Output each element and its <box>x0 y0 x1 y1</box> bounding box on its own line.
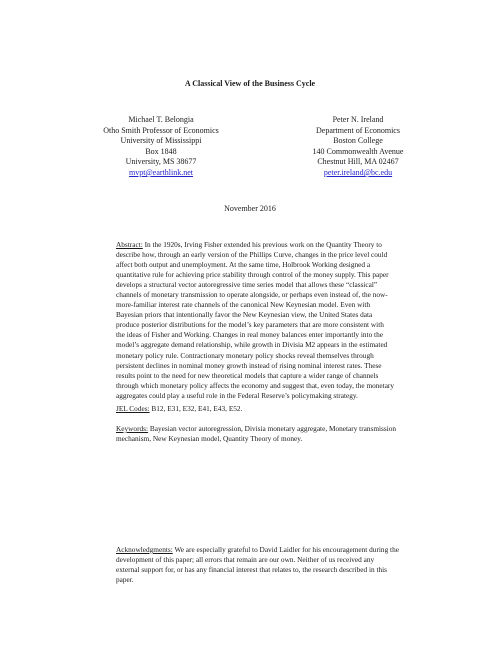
author-address-line-2: University, MS 38677 <box>125 157 197 167</box>
author-name: Peter N. Ireland <box>332 115 384 124</box>
jel-codes-label: JEL Codes: <box>116 404 150 413</box>
author-address-line-2: Chestnut Hill, MA 02467 <box>317 157 399 167</box>
abstract-line: persistent declines in nominal money growth instead of rising nominal interest rates. These <box>116 360 382 370</box>
paper-date: November 2016 <box>224 204 276 213</box>
abstract-line: quantitative rule for achieving price stability through control of the money supply. This paper <box>116 270 389 280</box>
abstract-line: model’s aggregate demand relationship, while growth in Divisia M2 appears in the estimated <box>116 340 388 350</box>
jel-codes-section <box>116 404 442 414</box>
abstract-line: Bayesian priors that intentionally favor the New Keynesian view, the United States data <box>116 310 373 320</box>
author-email-link[interactable]: mvpt@earthlink.net <box>128 167 194 177</box>
author-email-link[interactable]: peter.ireland@bc.edu <box>323 167 393 177</box>
keywords-section <box>116 424 442 444</box>
acknowledgments-label: Acknowledgments: <box>116 545 173 554</box>
acknowledgments-line: development of this paper; all errors that remain are our own. Neither of us received any <box>116 555 375 565</box>
abstract-line: the ideas of Fisher and Working. Changes in real money balances enter importantly into the <box>116 330 383 340</box>
jel-codes-text: B12, E31, E32, E41, E43, E52. <box>149 404 243 413</box>
acknowledgments-section <box>116 545 442 585</box>
abstract-line: In the 1920s, Irving Fisher extended his previous work on the Quantity Theory to <box>142 240 382 249</box>
keywords-line: Bayesian vector autoregression, Divisia monetary aggregate, Monetary transmission <box>148 424 397 433</box>
author-address-line-1: Box 1848 <box>145 146 177 156</box>
author-institution: University of Mississippi <box>120 136 202 146</box>
abstract-section <box>116 240 442 401</box>
author-institution: Boston College <box>333 136 383 146</box>
abstract-line: produce posterior distributions for the model’s key parameters that are more consistent with <box>116 320 384 330</box>
keywords-label: Keywords: <box>116 424 149 433</box>
abstract-line: describe how, through an early version of the Phillips Curve, changes in the price level could <box>116 250 388 260</box>
acknowledgments-line: external support for, or has any financial interest that relates to, the research described in this <box>116 565 388 575</box>
abstract-line: more-familiar interest rate channels of the canonical New Keynesian model. Even with <box>116 300 371 310</box>
abstract-label: Abstract: <box>116 240 143 249</box>
author-name: Michael T. Belongia <box>128 115 194 124</box>
author-position: Otho Smith Professor of Economics <box>103 125 219 135</box>
abstract-line: channels of monetary transmission to operate alongside, or perhaps even instead of, the now- <box>116 290 388 300</box>
acknowledgments-line: paper. <box>116 575 134 585</box>
abstract-line: results point to the need for new theoretical models that capture a wider range of channels <box>116 370 379 380</box>
author-position: Department of Economics <box>316 125 400 135</box>
abstract-line: through which monetary policy affects the economy and suggest that, even today, the monetary <box>116 380 395 390</box>
abstract-line: aggregates could play a useful role in the Federal Reserve’s policymaking strategy. <box>116 390 358 400</box>
abstract-line: monetary policy rule. Contractionary monetary policy shocks reveal themselves through <box>116 350 374 360</box>
abstract-line: affect both output and unemployment. At the same time, Holbrook Working designed a <box>116 260 371 270</box>
keywords-line: mechanism, New Keynesian model, Quantity Theory of money. <box>116 434 303 444</box>
acknowledgments-line: We are especially grateful to David Laidler for his encouragement during the <box>172 545 399 554</box>
author-address-line-1: 140 Commonwealth Avenue <box>312 146 404 156</box>
author-block-ireland <box>263 115 453 179</box>
author-block-belongia <box>66 115 256 179</box>
abstract-line: develops a structural vector autoregressive time series model that allows these “classical” <box>116 280 378 290</box>
paper-title: A Classical View of the Business Cycle <box>184 79 316 88</box>
